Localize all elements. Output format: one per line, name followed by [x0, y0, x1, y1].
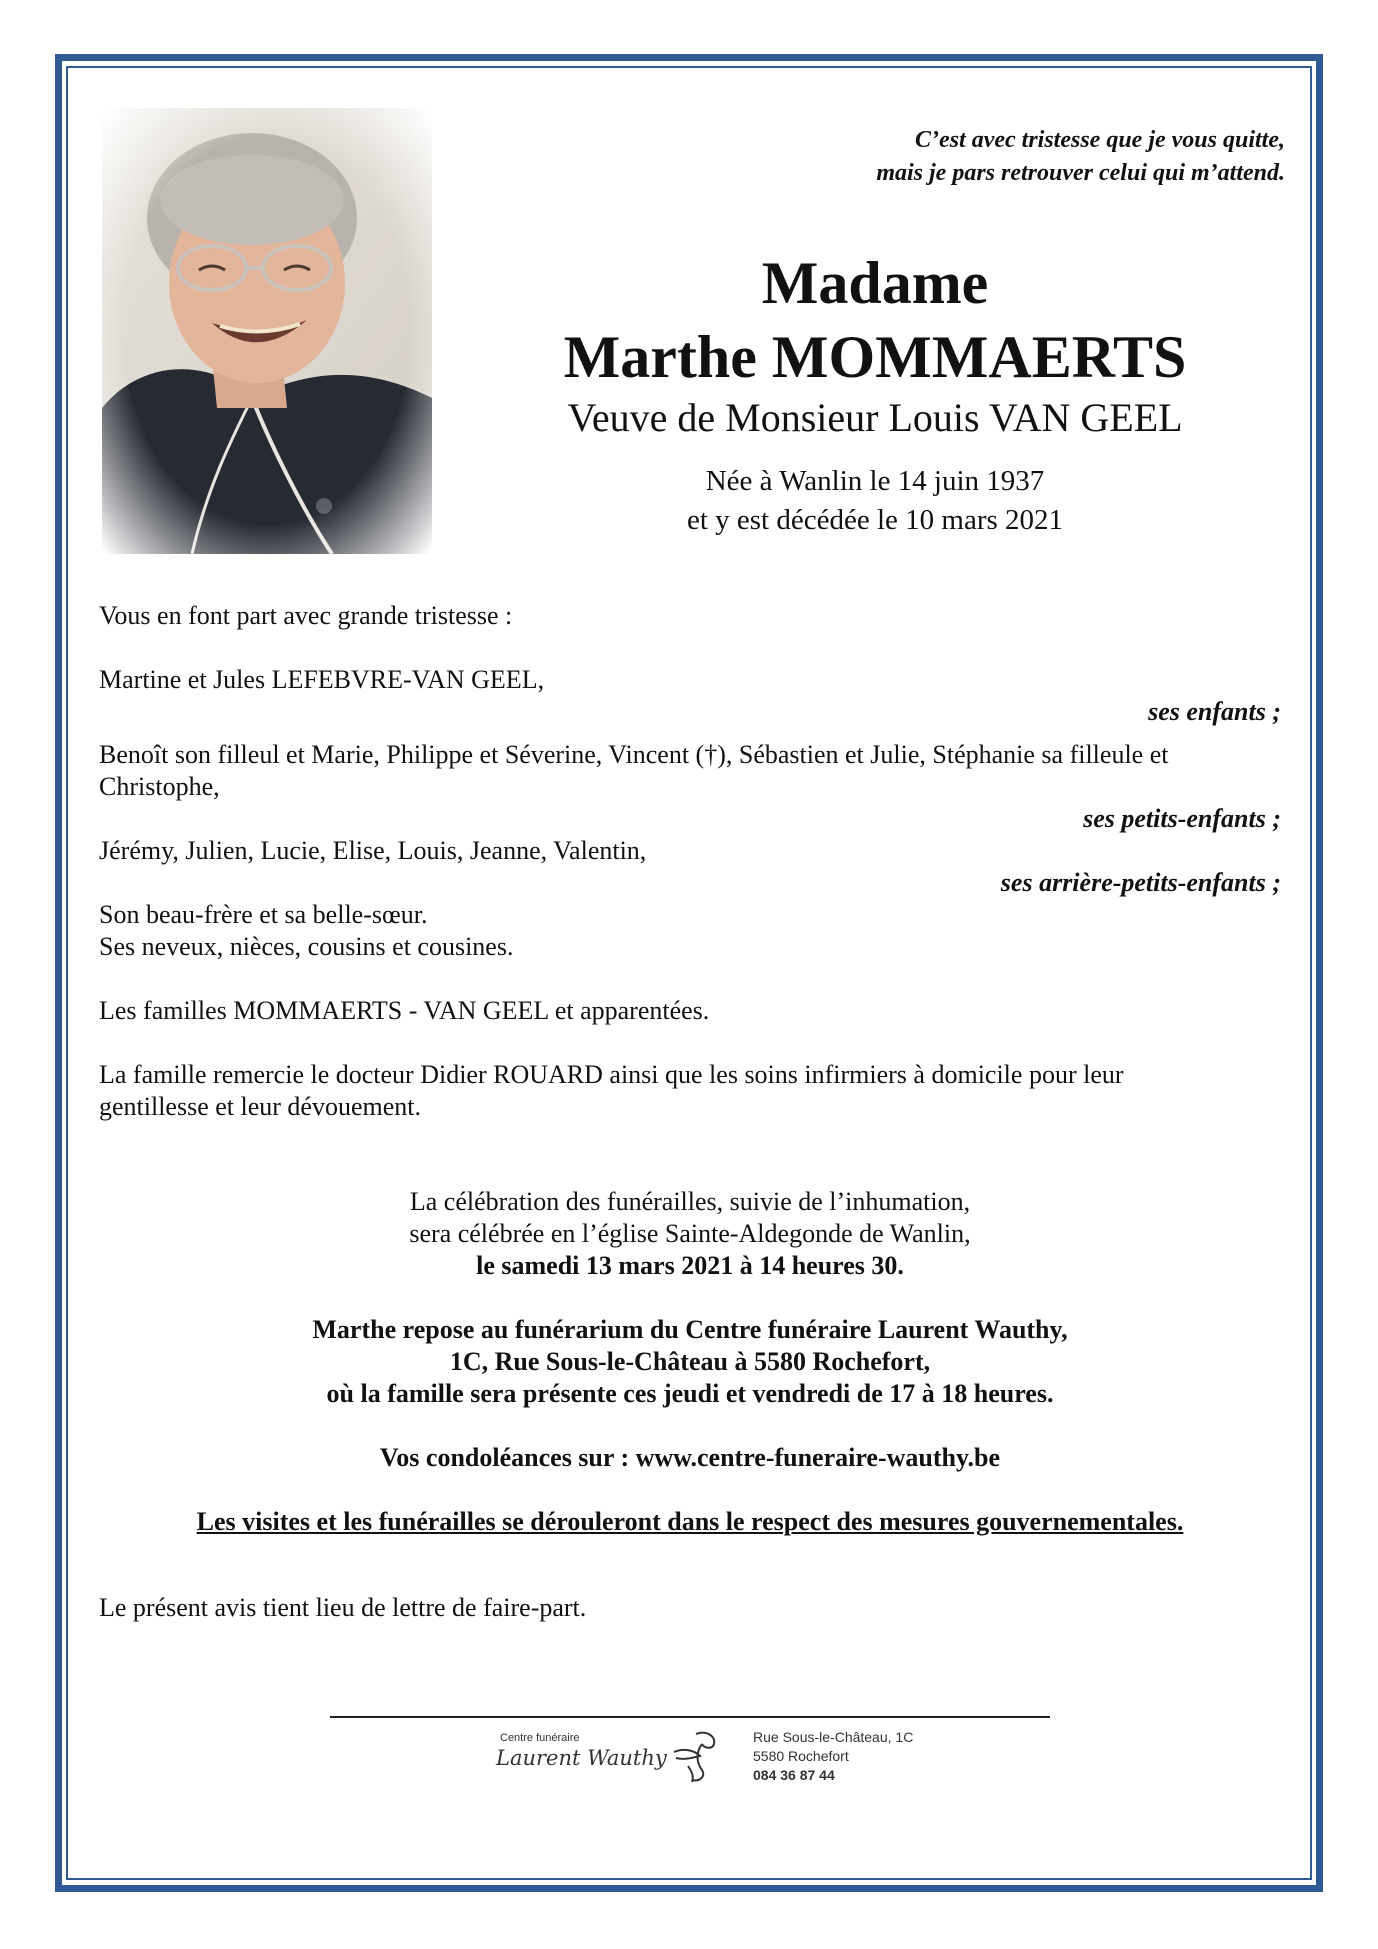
- ceremony-line-1: La célébration des funérailles, suivie de l’inhumation,: [409, 1187, 971, 1216]
- funeral-home-logo: [492, 1724, 932, 1788]
- family-announcement: [99, 600, 1281, 1123]
- rest-line-1: Marthe repose au funérarium du Centre funéraire Laurent Wauthy,: [312, 1315, 1068, 1344]
- logo-script-text: Laurent Wauthy: [496, 1746, 667, 1770]
- children-names: Martine et Jules LEFEBVRE-VAN GEEL,: [99, 665, 545, 694]
- grandchildren-label: ses petits-enfants ;: [1083, 804, 1281, 833]
- footer-divider: [330, 1716, 1050, 1718]
- children-label: ses enfants ;: [1148, 697, 1281, 726]
- ceremony-line-2: sera célébrée en l’église Sainte-Aldegonde de Wanlin,: [409, 1219, 971, 1248]
- condolences-link[interactable]: Vos condoléances sur : www.centre-funeraire-wauthy.be: [379, 1443, 1001, 1472]
- ceremony-date-time: le samedi 13 mars 2021 à 14 heures 30.: [476, 1251, 904, 1280]
- closing-note: Le présent avis tient lieu de lettre de faire-part.: [99, 1593, 587, 1622]
- address-line-2: 5580 Rochefort: [753, 1748, 849, 1764]
- phone-number: 084 36 87 44: [753, 1767, 835, 1783]
- great-grandchildren-names: Jérémy, Julien, Lucie, Elise, Louis, Jeanne, Valentin,: [99, 836, 647, 865]
- portrait-photo: [102, 108, 432, 554]
- in-laws-line: Son beau-frère et sa belle-sœur.: [99, 900, 428, 929]
- relatives-line: Ses neveux, nièces, cousins et cousines.: [99, 932, 514, 961]
- logo-small-text: Centre funéraire: [500, 1732, 580, 1744]
- epigraph-quote: [725, 124, 1285, 190]
- grandchildren-names: Benoît son filleul et Marie, Philippe et Séverine, Vincent (†), Sébastien et Julie, Stéphanie sa filleule et Christophe,: [99, 740, 1169, 801]
- government-measures-notice: Les visites et les funérailles se dérouleront dans le respect des mesures gouvernementales.: [196, 1507, 1184, 1536]
- deceased-title: Madame: [761, 250, 989, 316]
- rest-line-2: 1C, Rue Sous-le-Château à 5580 Rochefort,: [449, 1347, 931, 1376]
- birth-death-info: [480, 462, 1270, 540]
- rest-line-3: où la famille sera présente ces jeudi et vendredi de 17 à 18 heures.: [326, 1379, 1054, 1408]
- deceased-header: [480, 246, 1270, 540]
- bird-emblem-icon: [666, 1726, 722, 1784]
- great-grandchildren-label: ses arrière-petits-enfants ;: [1000, 868, 1281, 897]
- deceased-spouse: Veuve de Monsieur Louis VAN GEEL: [567, 395, 1183, 440]
- deceased-name: Marthe MOMMAERTS: [563, 324, 1187, 390]
- thanks-paragraph: La famille remercie le docteur Didier ROUARD ainsi que les soins infirmiers à domicile pour leur gentillesse et leur dévouement.: [99, 1060, 1124, 1121]
- birth-line: Née à Wanlin le 14 juin 1937: [705, 465, 1045, 497]
- address-line-1: Rue Sous-le-Château, 1C: [753, 1729, 914, 1745]
- ceremony-details: [99, 1186, 1281, 1538]
- funeral-home-address: [753, 1728, 913, 1785]
- quote-line-1: C’est avec tristesse que je vous quitte,: [915, 127, 1285, 153]
- families-line: Les familles MOMMAERTS - VAN GEEL et apparentées.: [99, 996, 710, 1025]
- quote-line-2: mais je pars retrouver celui qui m’attend.: [876, 160, 1285, 186]
- death-line: et y est décédée le 10 mars 2021: [686, 504, 1064, 536]
- intro-line: Vous en font part avec grande tristesse :: [99, 601, 513, 630]
